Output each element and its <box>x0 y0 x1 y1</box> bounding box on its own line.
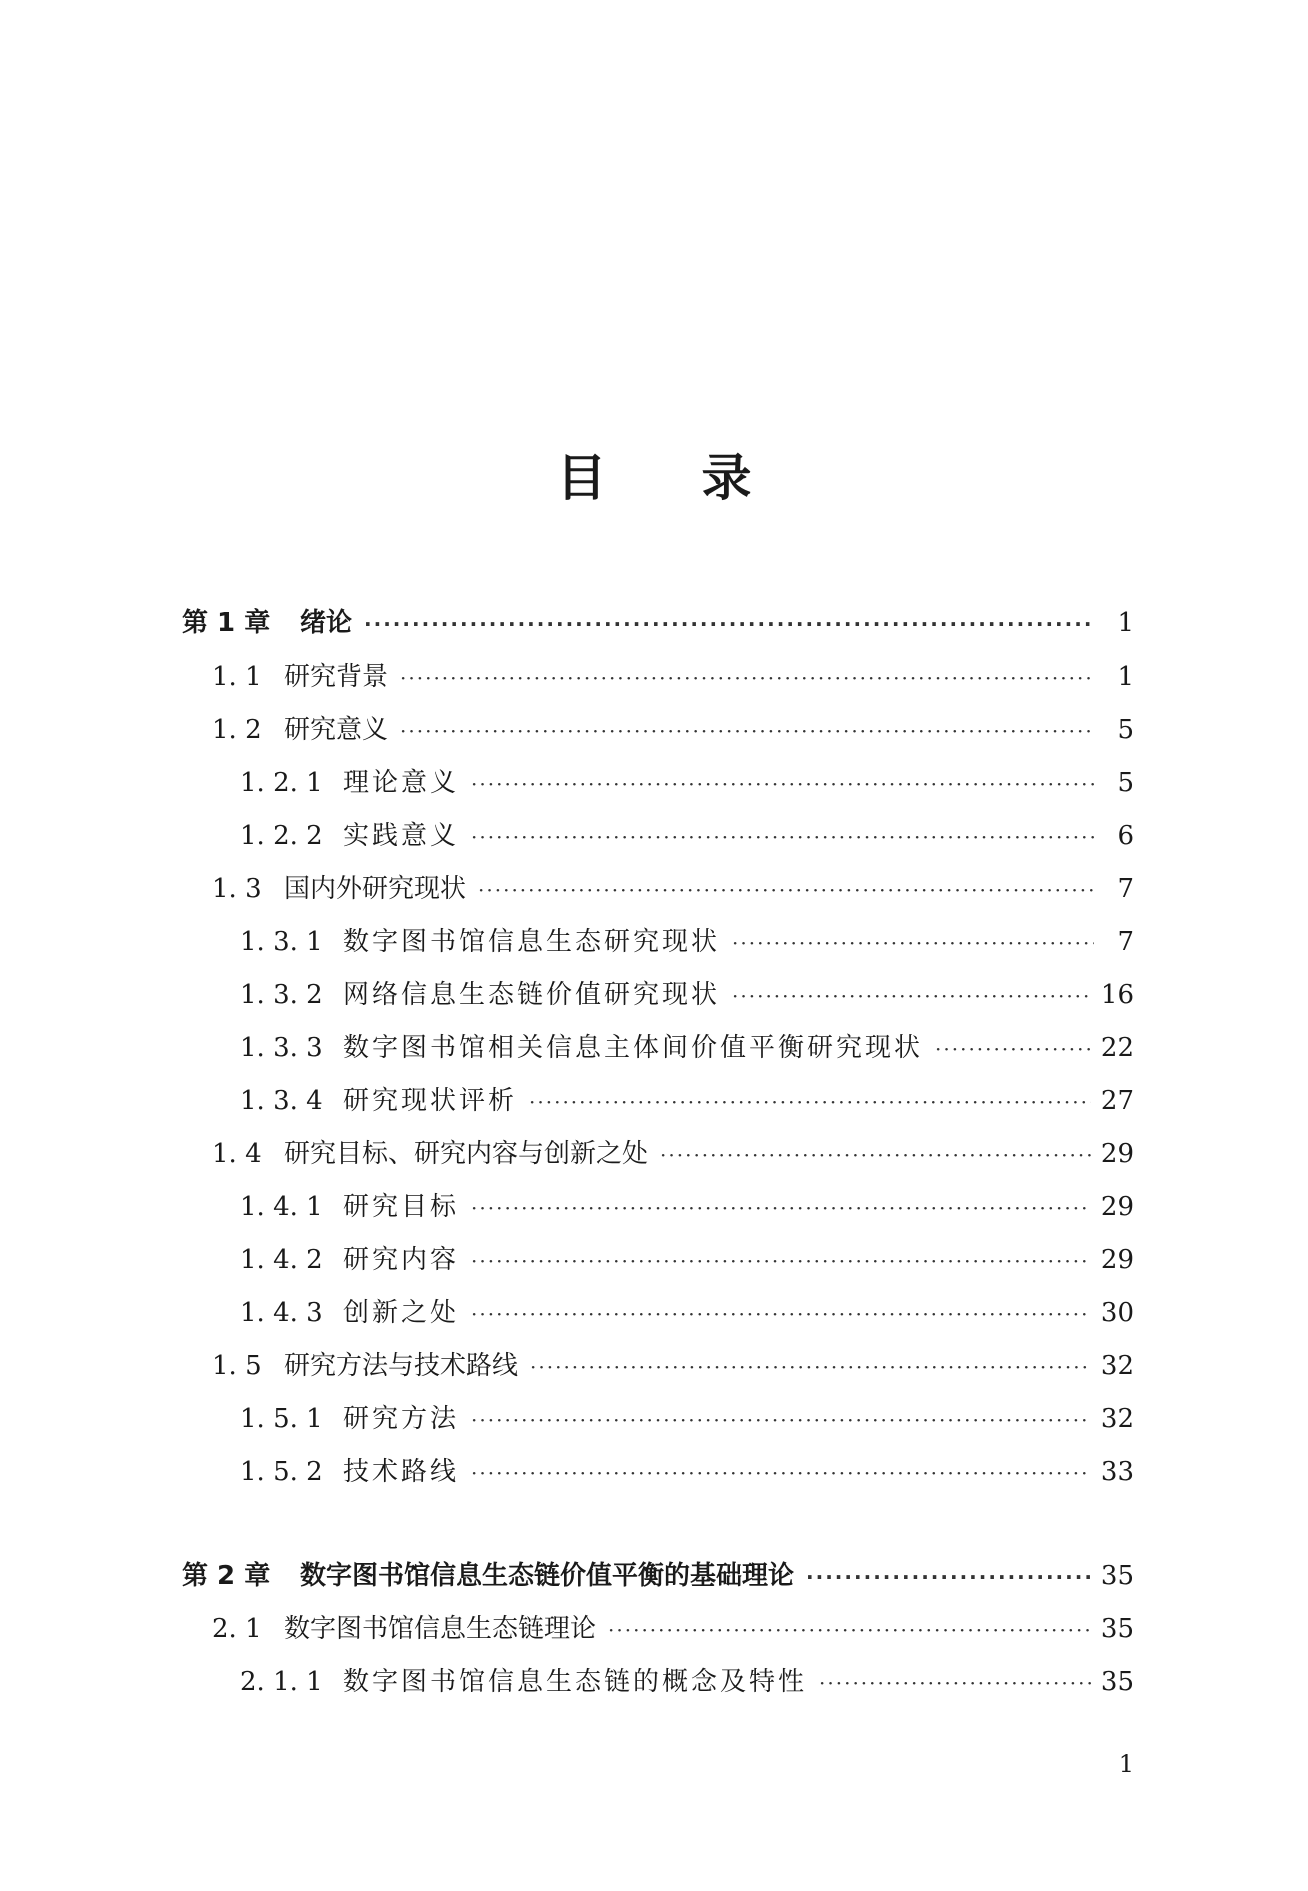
toc-entry-1-1[interactable] <box>212 657 1134 697</box>
dot-leader <box>471 1188 1091 1228</box>
entry-number: 1. 3. 4 <box>240 1086 323 1116</box>
entry-number: 1. 1 <box>212 662 262 692</box>
toc-entry-1-4[interactable] <box>212 1134 1134 1174</box>
dot-leader <box>364 604 1094 644</box>
entry-page-number: 32 <box>1100 1404 1134 1434</box>
entry-number: 1. 3. 3 <box>240 1033 323 1063</box>
entry-page-number: 5 <box>1117 715 1134 745</box>
entry-number: 2. 1. 1 <box>240 1667 323 1697</box>
dot-leader <box>471 817 1094 857</box>
entry-title: 研究方法 <box>343 1404 460 1434</box>
entry-title: 网络信息生态链价值研究现状 <box>343 980 721 1010</box>
entry-title: 研究现状评析 <box>343 1086 518 1116</box>
entry-title: 数字图书馆信息生态链理论 <box>284 1614 597 1644</box>
entry-page-number: 35 <box>1100 1561 1134 1591</box>
page-number: 1 <box>1118 1750 1134 1778</box>
entry-number: 1. 3. 2 <box>240 980 323 1010</box>
entry-page-number: 7 <box>1117 874 1134 904</box>
entry-page-number: 7 <box>1117 927 1134 957</box>
entry-title: 绪论 <box>300 608 353 638</box>
toc-entry-2-1-1[interactable] <box>240 1662 1134 1702</box>
entry-title: 国内外研究现状 <box>284 874 467 904</box>
entry-title: 研究意义 <box>284 715 389 745</box>
entry-title: 数字图书馆信息生态研究现状 <box>343 927 721 957</box>
toc-entry-1-3-4[interactable] <box>240 1081 1134 1121</box>
entry-page-number: 1 <box>1117 662 1134 692</box>
dot-leader <box>471 1453 1091 1493</box>
dot-leader <box>660 1135 1091 1175</box>
toc-entry-2-1[interactable] <box>212 1609 1134 1649</box>
entry-number: 1. 4 <box>212 1139 262 1169</box>
entry-page-number: 22 <box>1100 1033 1134 1063</box>
dot-leader <box>478 870 1094 910</box>
entry-title: 数字图书馆相关信息主体间价值平衡研究现状 <box>343 1033 924 1063</box>
entry-title: 数字图书馆信息生态链的概念及特性 <box>343 1667 808 1697</box>
entry-number: 1. 4. 2 <box>240 1245 323 1275</box>
entry-title: 研究方法与技术路线 <box>284 1351 519 1381</box>
entry-number: 1. 4. 1 <box>240 1192 323 1222</box>
dot-leader <box>935 1029 1091 1069</box>
page-title <box>0 438 1308 510</box>
entry-number: 第 2 章 <box>182 1561 271 1591</box>
entry-number: 第 1 章 <box>182 608 271 638</box>
dot-leader <box>471 1241 1091 1281</box>
toc-entry-1-2[interactable] <box>212 710 1134 750</box>
dot-leader <box>471 1400 1091 1440</box>
title-char-1: 目 <box>556 448 607 507</box>
entry-title: 研究内容 <box>343 1245 460 1275</box>
toc-entry-1-3-1[interactable] <box>240 922 1134 962</box>
entry-page-number: 16 <box>1100 980 1134 1010</box>
entry-page-number: 27 <box>1100 1086 1134 1116</box>
entry-number: 1. 2. 1 <box>240 768 323 798</box>
dot-leader <box>530 1347 1091 1387</box>
entry-page-number: 33 <box>1100 1457 1134 1487</box>
entry-page-number: 29 <box>1100 1192 1134 1222</box>
entry-number: 1. 3 <box>212 874 262 904</box>
toc-entry-1-2-2[interactable] <box>240 816 1134 856</box>
toc-entry-chapter-2[interactable] <box>182 1556 1134 1596</box>
entry-page-number: 35 <box>1100 1667 1134 1697</box>
entry-page-number: 6 <box>1117 821 1134 851</box>
entry-title: 研究目标、研究内容与创新之处 <box>284 1139 649 1169</box>
toc-entry-chapter-1[interactable] <box>182 603 1134 643</box>
entry-number: 1. 2. 2 <box>240 821 323 851</box>
entry-number: 1. 4. 3 <box>240 1298 323 1328</box>
entry-number: 1. 5. 1 <box>240 1404 323 1434</box>
entry-page-number: 29 <box>1100 1245 1134 1275</box>
entry-page-number: 30 <box>1100 1298 1134 1328</box>
dot-leader <box>732 923 1094 963</box>
entry-number: 1. 5 <box>212 1351 262 1381</box>
dot-leader <box>732 976 1091 1016</box>
dot-leader <box>400 658 1094 698</box>
entry-number: 1. 3. 1 <box>240 927 323 957</box>
toc-entry-1-3-2[interactable] <box>240 975 1134 1015</box>
toc-entry-1-4-1[interactable] <box>240 1187 1134 1227</box>
entry-title: 技术路线 <box>343 1457 460 1487</box>
entry-page-number: 32 <box>1100 1351 1134 1381</box>
dot-leader <box>529 1082 1091 1122</box>
toc-entry-1-5-2[interactable] <box>240 1452 1134 1492</box>
entry-title: 研究背景 <box>284 662 389 692</box>
entry-page-number: 29 <box>1100 1139 1134 1169</box>
toc-entry-1-5-1[interactable] <box>240 1399 1134 1439</box>
dot-leader <box>400 711 1094 751</box>
title-char-2: 录 <box>701 448 752 507</box>
entry-number: 2. 1 <box>212 1614 262 1644</box>
toc-entry-1-5[interactable] <box>212 1346 1134 1386</box>
entry-title: 数字图书馆信息生态链价值平衡的基础理论 <box>300 1561 795 1591</box>
toc-entry-1-3[interactable] <box>212 869 1134 909</box>
dot-leader <box>471 1294 1091 1334</box>
entry-page-number: 1 <box>1117 608 1134 638</box>
toc-entry-1-2-1[interactable] <box>240 763 1134 803</box>
entry-title: 实践意义 <box>343 821 460 851</box>
dot-leader <box>471 764 1094 804</box>
entry-page-number: 35 <box>1100 1614 1134 1644</box>
dot-leader <box>819 1663 1091 1703</box>
dot-leader <box>608 1610 1091 1650</box>
entry-title: 理论意义 <box>343 768 460 798</box>
toc-entry-1-4-3[interactable] <box>240 1293 1134 1333</box>
entry-page-number: 5 <box>1117 768 1134 798</box>
entry-title: 研究目标 <box>343 1192 460 1222</box>
entry-title: 创新之处 <box>343 1298 460 1328</box>
dot-leader <box>806 1557 1091 1597</box>
toc-entry-1-3-3[interactable] <box>240 1028 1134 1068</box>
entry-number: 1. 5. 2 <box>240 1457 323 1487</box>
toc-entry-1-4-2[interactable] <box>240 1240 1134 1280</box>
entry-number: 1. 2 <box>212 715 262 745</box>
